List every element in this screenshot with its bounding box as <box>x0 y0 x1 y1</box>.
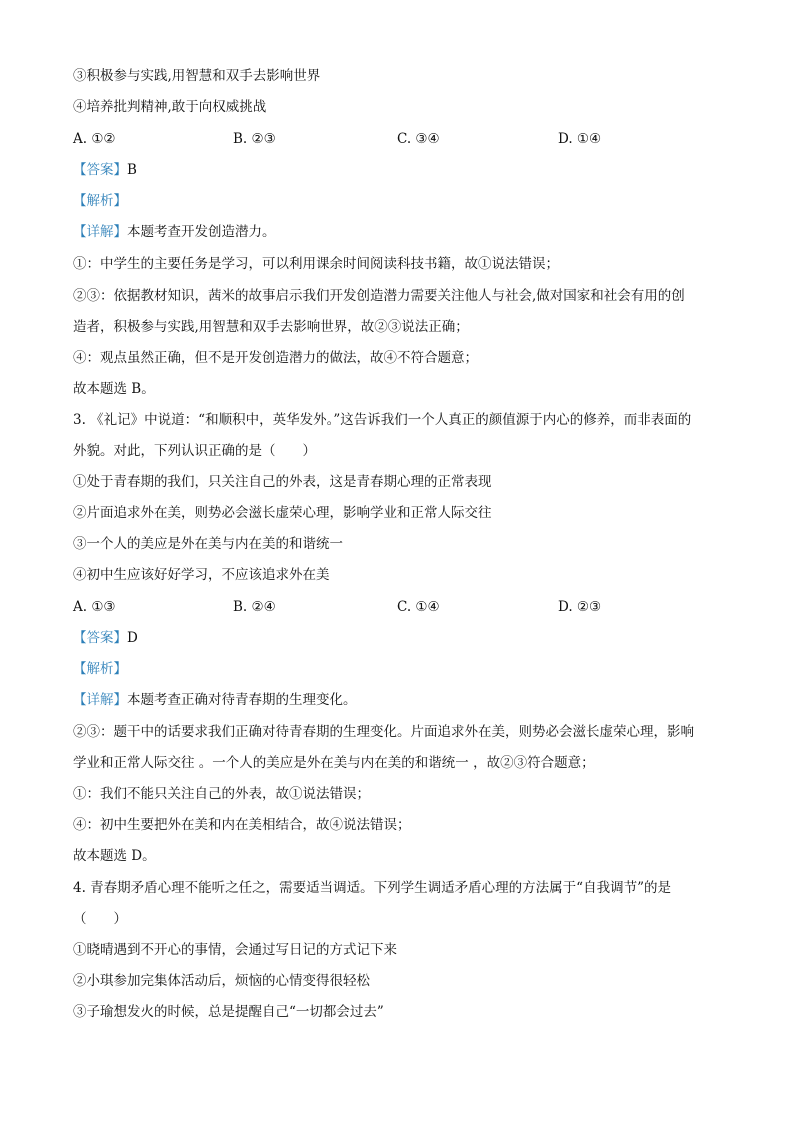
analysis-tag: 【解析】 <box>73 661 127 677</box>
detail-tag: 【详解】 <box>73 224 127 240</box>
detail-tag: 【详解】 <box>73 692 127 708</box>
detail-text: 本题考查开发创造潜力。 <box>127 224 276 240</box>
q3-detail <box>73 691 733 709</box>
q2-option-b: B. ②③ <box>233 131 276 147</box>
q3-explanation-1b: 学业和正常人际交往 。一个人的美应是外在美与内在美的和谐统一 ，故②③符合题意； <box>73 755 595 771</box>
answer-value: D <box>127 630 138 646</box>
q2-explanation-1: ①：中学生的主要任务是学习，可以利用课余时间阅读科技书籍，故①说法错误； <box>73 256 559 272</box>
q2-detail <box>73 223 733 241</box>
q2-conclusion: 故本题选 B。 <box>73 381 155 397</box>
analysis-tag: 【解析】 <box>73 193 127 209</box>
q3-analysis-heading <box>73 660 733 678</box>
answer-tag: 【答案】 <box>73 630 127 646</box>
q4-stem-b: （ ） <box>73 911 127 927</box>
q3-option-b: B. ②④ <box>233 599 276 615</box>
q2-analysis-heading <box>73 192 733 210</box>
q3-explanation-1a: ②③：题干中的话要求我们正确对待青春期的生理变化。片面追求外在美，则势必会滋长虚荣心理，影响 <box>73 724 694 740</box>
q2-answer <box>73 161 733 179</box>
answer-value: B <box>127 162 137 178</box>
q2-option-a: A. ①② <box>73 131 116 147</box>
q3-option-d: D. ②③ <box>558 599 602 615</box>
q2-explanation-2a: ②③：依据教材知识，茜米的故事启示我们开发创造潜力需要关注他人与社会,做对国家和社会有用的创 <box>73 288 685 304</box>
q3-item-2: ②片面追求外在美，则势必会滋长虚荣心理，影响学业和正常人际交往 <box>73 505 492 521</box>
q2-option-d: D. ①④ <box>558 131 602 147</box>
q3-item-4: ④初中生应该好好学习，不应该追求外在美 <box>73 567 330 583</box>
q4-item-1: ①晓晴遇到不开心的事情，会通过写日记的方式记下来 <box>73 942 397 958</box>
q3-option-c: C. ①④ <box>397 599 440 615</box>
q4-stem-a: 4. 青春期矛盾心理不能听之任之，需要适当调适。下列学生调适矛盾心理的方法属于“自我调节”的是 <box>73 880 671 896</box>
q3-explanation-3: ④：初中生要把外在美和内在美相结合，故④说法错误； <box>73 817 411 833</box>
q3-stem-b: 外貌。对此，下列认识正确的是（ ） <box>73 443 316 459</box>
q3-option-a: A. ①③ <box>73 599 116 615</box>
q3-conclusion: 故本题选 D。 <box>73 848 156 864</box>
q3-item-1: ①处于青春期的我们，只关注自己的外表，这是青春期心理的正常表现 <box>73 474 492 490</box>
q2-option-c: C. ③④ <box>397 131 440 147</box>
q4-item-3: ③子瑜想发火的时候，总是提醒自己“一切都会过去” <box>73 1004 384 1020</box>
q2-explanation-2b: 造者，积极参与实践,用智慧和双手去影响世界，故②③说法正确； <box>73 319 469 335</box>
q4-item-2: ②小琪参加完集体活动后，烦恼的心情变得很轻松 <box>73 973 370 989</box>
q3-explanation-2: ①：我们不能只关注自己的外表，故①说法错误； <box>73 786 370 802</box>
q2-item-3: ③积极参与实践,用智慧和双手去影响世界 <box>73 68 321 84</box>
q3-item-3: ③一个人的美应是外在美与内在美的和谐统一 <box>73 536 343 552</box>
q3-stem-a: 3. 《礼记》中说道：“和顺积中，英华发外。”这告诉我们一个人真正的颜值源于内心的修养，而非表面的 <box>73 412 692 428</box>
q2-item-4: ④培养批判精神,敢于向权威挑战 <box>73 99 267 115</box>
detail-text: 本题考查正确对待青春期的生理变化。 <box>127 692 357 708</box>
q2-explanation-3: ④：观点虽然正确，但不是开发创造潜力的做法，故④不符合题意； <box>73 350 478 366</box>
q3-answer <box>73 629 733 647</box>
answer-tag: 【答案】 <box>73 162 127 178</box>
